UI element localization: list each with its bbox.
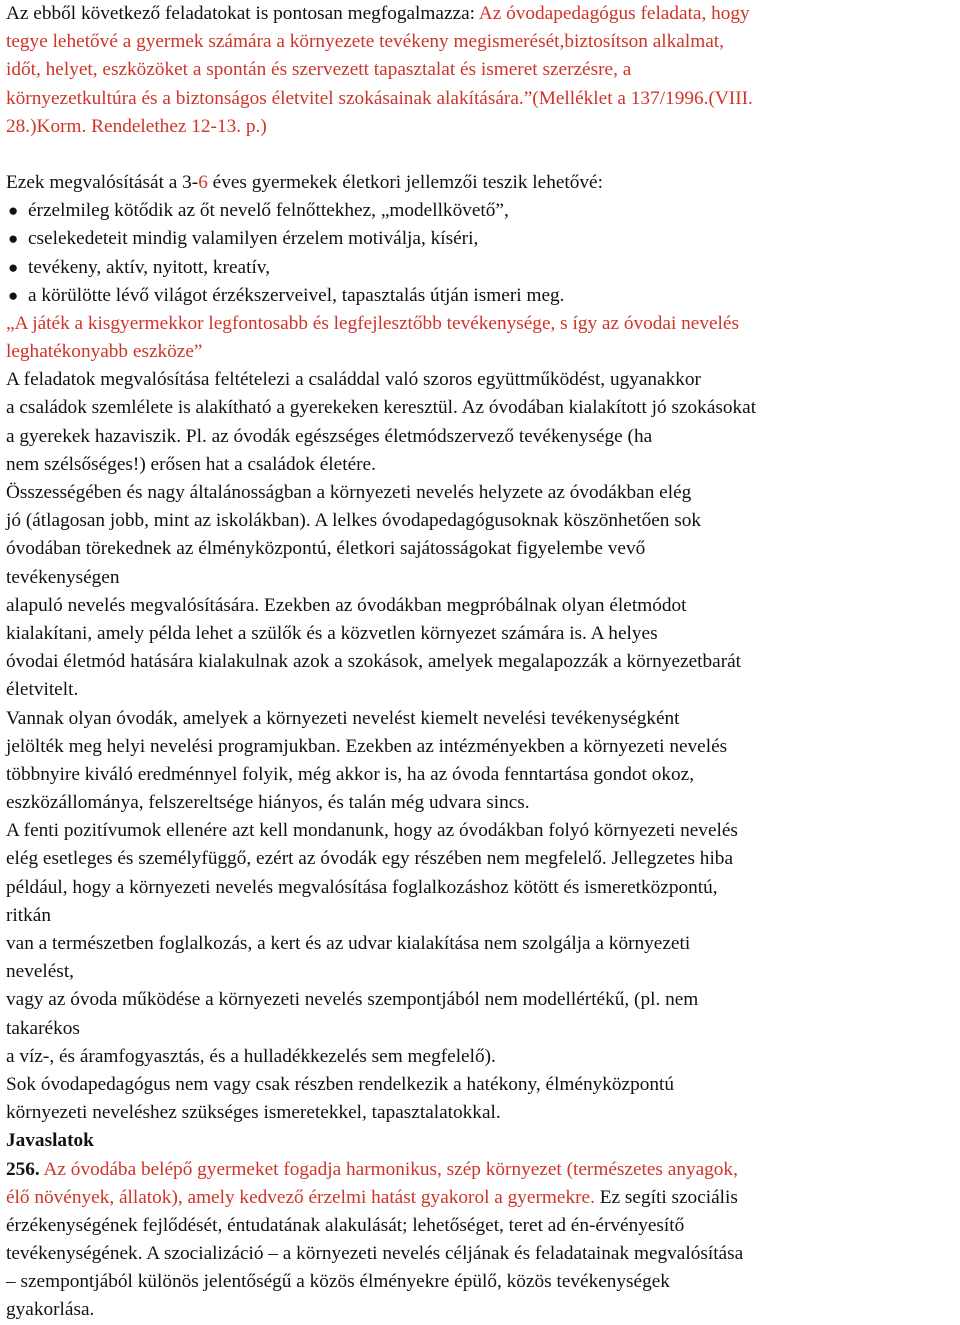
bullet-text: a körülötte lévő világot érzékszerveivel, tapasztalás útján ismeri meg. — [28, 284, 565, 306]
text-line: a gyerekek hazaviszik. Pl. az óvodák egészséges életmódszervező tevékenysége (ha — [6, 425, 653, 447]
intro-line-1 — [6, 0, 956, 28]
text-line: tevékenységének. A szocializáció – a környezeti nevelés céljának és feladatainak megvalósítása — [6, 1243, 744, 1265]
age-text-tail: éves gyermekek életkori jellemzői teszik lehetővé: — [207, 171, 603, 193]
age-intro-line — [6, 169, 956, 197]
text-line: Összességében és nagy általánosságban a környezeti nevelés helyzete az óvodákban elég — [6, 482, 692, 503]
text-line: jelölték meg helyi nevelési programjukban. Ezekben az intézményekben a környezeti nevelés — [6, 735, 728, 757]
text-line: alapuló nevelés megvalósítására. Ezekben az óvodákban megpróbálnak olyan életmódot — [6, 594, 687, 616]
text-line: kialakítani, amely példa lehet a szülők és a közvetlen környezet számára is. A helyes — [6, 622, 658, 644]
intro-line-4: környezetkultúra és a biztonságos életvitel szokásainak alakítására.”(Melléklet a 137/1996.(VIII. — [6, 87, 753, 109]
text-line: környezeti neveléshez szükséges ismeretekkel, tapasztalatokkal. — [6, 1102, 501, 1124]
bullet-item — [6, 282, 956, 310]
text-line: óvodában törekednek az élményközpontú, életkori sajátosságokat figyelembe vevő — [6, 538, 646, 560]
bullet-text: érzelmileg kötődik az őt nevelő felnőttekhez, „modellkövető”, — [28, 200, 509, 222]
text-line: életvitelt. — [6, 679, 79, 701]
bullet-icon: ● — [8, 229, 19, 249]
quote-line-2: leghatékonyabb eszköze” — [6, 341, 203, 363]
intro-paragraph — [6, 0, 956, 141]
bullet-item — [6, 197, 956, 225]
age-number: 6 — [198, 171, 208, 193]
proposal-number: 256. — [6, 1158, 40, 1180]
paragraph-programs — [6, 705, 956, 818]
age-characteristics — [6, 169, 956, 310]
text-line: jó (átlagosan jobb, mint az iskolákban). A lelkes óvodapedagógusoknak köszönhetően sok — [6, 510, 702, 532]
play-quote — [6, 310, 956, 366]
text-line: tevékenységen — [6, 566, 120, 588]
text-line: A feladatok megvalósítása feltételezi a családdal való szoros együttműködést, ugyanakkor — [6, 369, 701, 391]
text-line: ritkán — [6, 904, 51, 926]
text-line: gyakorlása. — [6, 1299, 95, 1321]
section-heading: Javaslatok — [6, 1130, 94, 1152]
text-line: többnyire kiváló eredménnyel folyik, még akkor is, ha az óvoda fenntartása gondot okoz, — [6, 763, 695, 785]
text-line: nem szélsőséges!) erősen hat a családok életére. — [6, 453, 376, 475]
bullet-item — [6, 254, 956, 282]
text-line: van a természetben foglalkozás, a kert és az udvar kialakítása nem szolgálja a környezeti — [6, 933, 691, 954]
text-line: vagy az óvoda működése a környezeti nevelés szempontjából nem modellértékű, (pl. nem — [6, 989, 699, 1011]
paragraph-family — [6, 366, 956, 479]
paragraph-problems — [6, 817, 956, 1071]
text-line: – szempontjából különös jelentőségű a közös élményekre épülő, közös tevékenységek — [6, 1271, 670, 1293]
bullet-icon: ● — [8, 285, 19, 305]
text-line: A fenti pozitívumok ellenére azt kell mondanunk, hogy az óvodákban folyó környezeti nevelés — [6, 820, 738, 842]
text-line: a víz-, és áramfogyasztás, és a hulladékkezelés sem megfelelő). — [6, 1045, 496, 1067]
proposal-line-1 — [6, 1156, 956, 1184]
spacer — [6, 141, 956, 169]
text-line: Vannak olyan óvodák, amelyek a környezeti nevelést kiemelt nevelési tevékenységként — [6, 707, 680, 729]
proposal-text: Ez segíti szociális — [594, 1186, 738, 1208]
intro-line-2: tegye lehetővé a gyermek számára a környezete tevékeny megismerését,biztosítson alkalmat, — [6, 31, 724, 53]
text-line: a családok szemlélete is alakítható a gyerekeken keresztül. Az óvodában kialakított jó szokásokat — [6, 397, 757, 419]
text-line: takarékos — [6, 1017, 80, 1039]
text-line: óvodai életmód hatására kialakulnak azok a szokások, amelyek megalapozzák a környezetbarát — [6, 651, 742, 673]
proposal-highlight: élő növények, állatok), amely kedvező érzelmi hatást gyakorol a gyermekre. — [6, 1186, 595, 1208]
quote-line-1: „A játék a kisgyermekkor legfontosabb és legfejlesztőbb tevékenysége, s így az óvodai nevelés — [6, 312, 739, 334]
bullet-icon: ● — [8, 257, 19, 277]
text-line: elég esetleges és személyfüggő, ezért az óvodák egy részében nem megfelelő. Jellegzetes hiba — [6, 848, 734, 870]
paragraph-teachers — [6, 1071, 956, 1127]
javaslatok-section — [6, 1127, 956, 1324]
intro-line-5: 28.)Korm. Rendelethez 12-13. p.) — [6, 115, 267, 137]
proposal-line-2 — [6, 1184, 956, 1212]
bullet-text: cselekedeteit mindig valamilyen érzelem motiválja, kíséri, — [28, 228, 479, 250]
bullet-icon: ● — [8, 201, 19, 221]
age-text: Ezek megvalósítását a 3- — [6, 171, 199, 193]
bullet-item — [6, 225, 956, 253]
intro-text: Az ebből következő feladatokat is pontosan megfogalmazza: — [6, 3, 479, 24]
bullet-text: tevékeny, aktív, nyitott, kreatív, — [28, 256, 271, 278]
text-line: például, hogy a környezeti nevelés megvalósítása foglalkozáshoz kötött és ismeretközpontú, — [6, 876, 718, 898]
text-line: nevelést, — [6, 961, 74, 983]
text-line: érzékenységének fejlődését, éntudatának alakulását; lehetőséget, teret ad én-érvényesítő — [6, 1214, 685, 1236]
proposal-highlight: Az óvodába belépő gyermeket fogadja harmonikus, szép környezet (természetes anyagok, — [39, 1158, 738, 1180]
paragraph-overall — [6, 479, 956, 705]
intro-line-3: időt, helyet, eszközöket a spontán és szervezett tapasztalat és ismeret szerzésre, a — [6, 59, 632, 81]
intro-quote-text: Az óvodapedagógus feladata, hogy — [478, 3, 750, 24]
text-line: eszközállománya, felszereltsége hiányos, és talán még udvara sincs. — [6, 792, 530, 814]
text-line: Sok óvodapedagógus nem vagy csak részben rendelkezik a hatékony, élményközpontú — [6, 1073, 675, 1095]
